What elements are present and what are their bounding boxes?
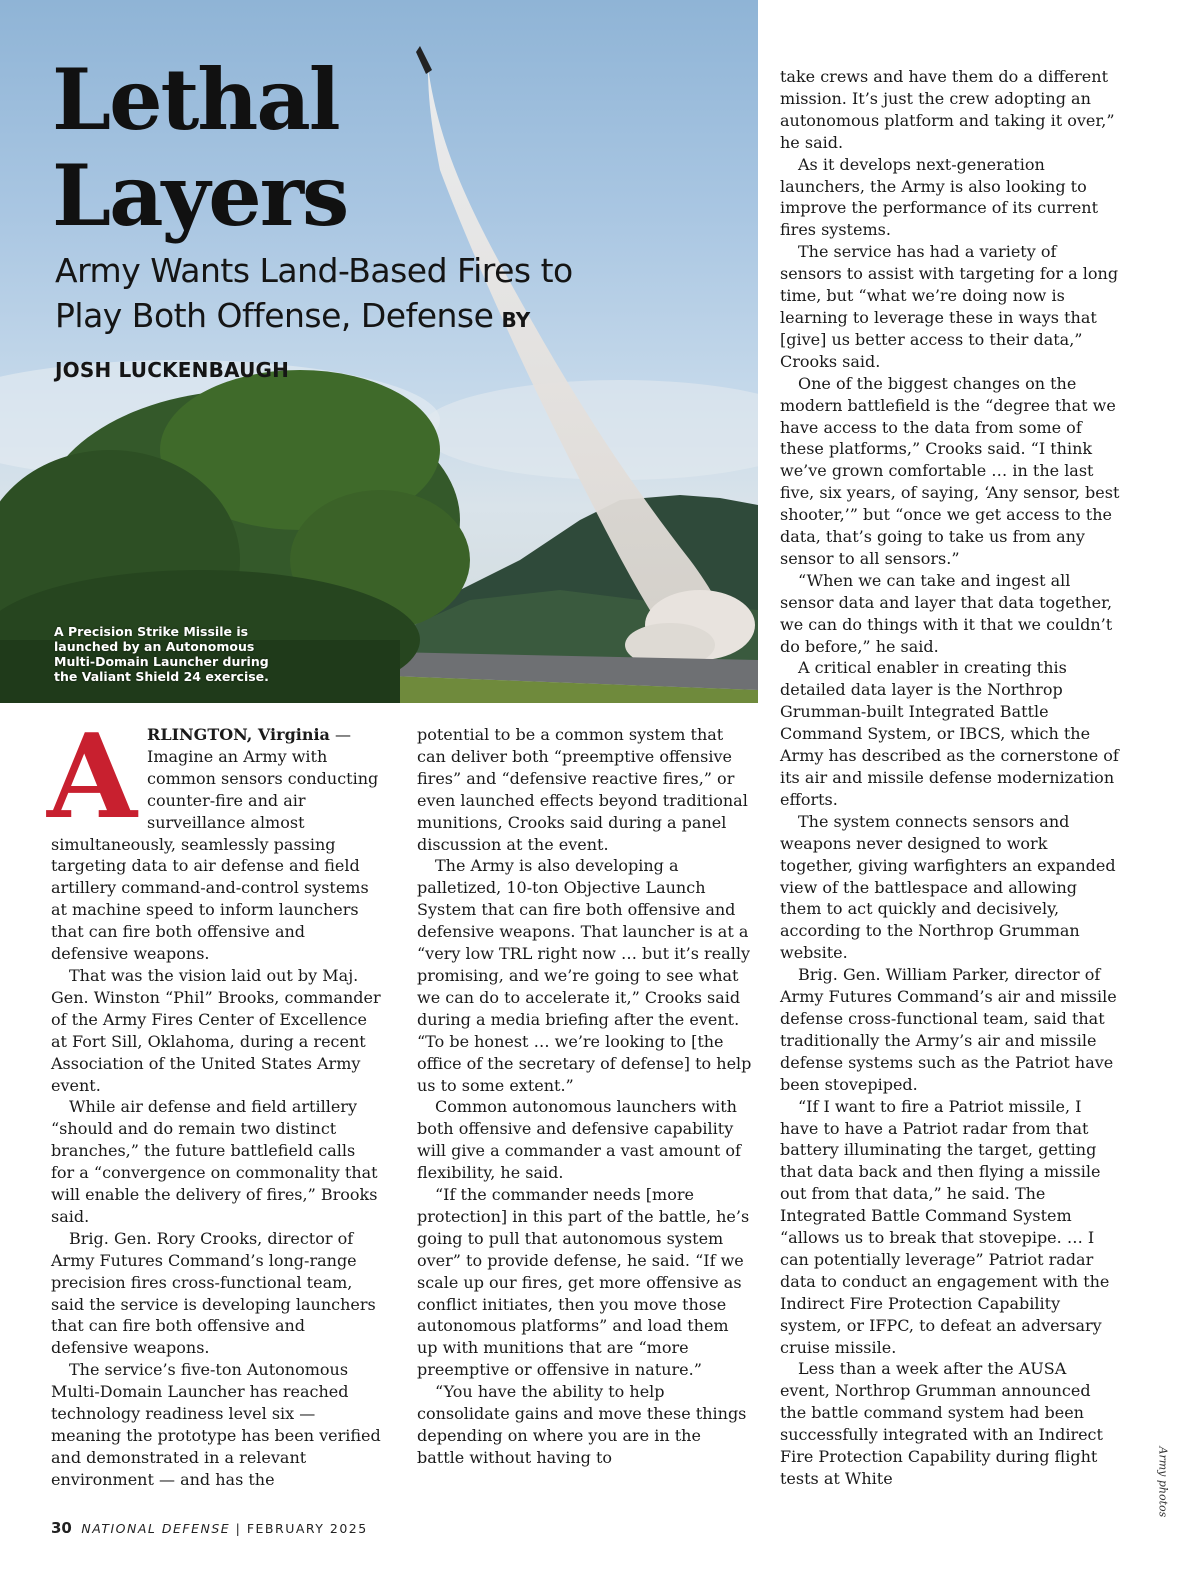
title-line-1: Lethal [52,50,339,149]
lead-text: — Imagine an Army with common sensors conducting counter-fire and air surveillance almost simultaneously, seamlessly passing targeting data to air defense and field artillery command-and-control systems at machine speed to inform launchers that can fire both offensive and defensive weapons. [51,725,379,964]
paragraph: “If I want to fire a Patriot missile, I have to have a Patriot radar from that battery illuminating the target, getting that data back and then flying a missile out from that data,” he said. The Integrated Battle Command System “allows us to break that stovepipe. … I can potentially leverage” Patriot radar data to conduct an engagement with the Indirect Fire Protection Capability system, or IFPC, to defeat an adversary cruise missile. [780,1096,1110,1357]
subtitle-text: Army Wants Land-Based Fires to Play Both Offense, Defense [55,251,573,335]
byline: BY JOSH LUCKENBAUGH [55,308,531,382]
article-title [52,52,347,244]
paragraph: “You have the ability to help consolidate gains and move these things depending on where you are in the battle without having to [417,1382,747,1467]
article-column-1 [47,709,381,1491]
photo-credit-text: Army photos [1156,1446,1170,1518]
page-number: 30 [51,1519,72,1537]
hero-photo [0,0,758,703]
paragraph: Less than a week after the AUSA event, Northrop Grumman announced the battle command system had been successfully integrated with an Indirect Fire Protection Capability during flight tests at White [780,1359,1103,1488]
missile-icon [416,46,432,74]
paragraph: While air defense and field artillery “should and do remain two distinct branches,” the future battlefield calls for a “convergence on commonality that will enable the delivery of fires,” Brooks said. [51,1097,378,1226]
paragraph-continued: take crews and have them do a different mission. It’s just the crew adopting an autonomous platform and taking it over,” he said. [780,67,1115,152]
paragraph-lead [47,709,381,965]
paragraph: Common autonomous launchers with both offensive and defensive capability will give a commander a vast amount of flexibility, he said. [417,1097,741,1183]
photo-credit [1156,1446,1170,1518]
paragraph: As it develops next-generation launchers, the Army is also looking to improve the performance of its current fires systems. [780,154,1099,240]
article-column-2 [417,724,752,1469]
paragraph: The service’s five-ton Autonomous Multi-Domain Launcher has reached technology readiness level six — meaning the prototype has been verified and demonstrated in a relevant environment — and has the [51,1360,381,1489]
photo-caption: A Precision Strike Missile is launched by an Autonomous Multi-Domain Launcher during the Valiant Shield 24 exercise. [54,624,269,684]
paragraph: The Army is also developing a palletized, 10-ton Objective Launch System that can fire both offensive and defensive weapons. That launcher is at a “very low TRL right now … but it’s really promising, and we’re going to see what we can do to accelerate it,” Crooks said during a media briefing after the event. “To be honest … we’re looking to [the office of the secretary of defense] to help us to some extent.” [417,856,752,1095]
paragraph: That was the vision laid out by Maj. Gen. Winston “Phil” Brooks, commander of the Army Fires Center of Excellence at Fort Sill, Oklahoma, during a recent Association of the United States Army event. [51,965,381,1095]
footer-separator: | [235,1521,242,1536]
page-footer [51,1519,368,1537]
paragraph: “If the commander needs [more protection] in this part of the battle, he’s going to pull that autonomous system over” to provide defense, he said. “If we scale up our fires, get more offensive as conflict initiates, then you move those autonomous platforms” and load them up with munitions that are “more preemptive or offensive in nature.” [417,1185,750,1380]
dateline: RLINGTON, Virginia [147,725,330,744]
paragraph: The service has had a variety of sensors to assist with targeting for a long time, but “what we’re doing now is learning to leverage these in ways that [give] us better access to their data,” Crooks said. [780,242,1119,371]
paragraph: The system connects sensors and weapons never designed to work together, giving warfighters an expanded view of the battlespace and allowing them to act quickly and decisively, according to the Northrop Grumman website. [780,811,1116,963]
drop-cap: A [47,709,138,845]
magazine-name: NATIONAL DEFENSE [81,1521,231,1536]
paragraph-continued: potential to be a common system that can deliver both “preemptive offensive fires” and “defensive reactive fires,” or even launched effects beyond traditional munitions, Crooks said during a panel discussion at the event. [417,725,748,854]
paragraph: One of the biggest changes on the modern battlefield is the “degree that we have access to the data from some of these platforms,” Crooks said. “I think we’ve grown comfortable … in the last five, six years, of saying, ‘Any sensor, best shooter,’” but “once we get access to the data, that’s going to take us from any sensor to all sensors.” [780,373,1120,568]
issue-date: FEBRUARY 2025 [246,1521,368,1536]
paragraph: “When we can take and ingest all sensor data and layer that data together, we can do things with it that we couldn’t do before,” he said. [780,570,1113,656]
paragraph: Brig. Gen. Rory Crooks, director of Army Futures Command’s long-range precision fires cross-functional team, said the service is developing launchers that can fire both offensive and defensive weapons. [51,1228,376,1358]
article-subtitle [55,248,575,393]
title-line-2: Layers [52,146,348,245]
paragraph: A critical enabler in creating this detailed data layer is the Northrop Grumman-built Integrated Battle Command System, or IBCS, which the Army has described as the cornerstone of its air and missile defense modernization efforts. [780,658,1119,809]
paragraph: Brig. Gen. William Parker, director of Army Futures Command’s air and missile defense cross-functional team, said that traditionally the Army’s air and missile defense systems such as the Patriot have been stovepiped. [780,965,1117,1094]
article-column-3 [780,66,1120,1490]
